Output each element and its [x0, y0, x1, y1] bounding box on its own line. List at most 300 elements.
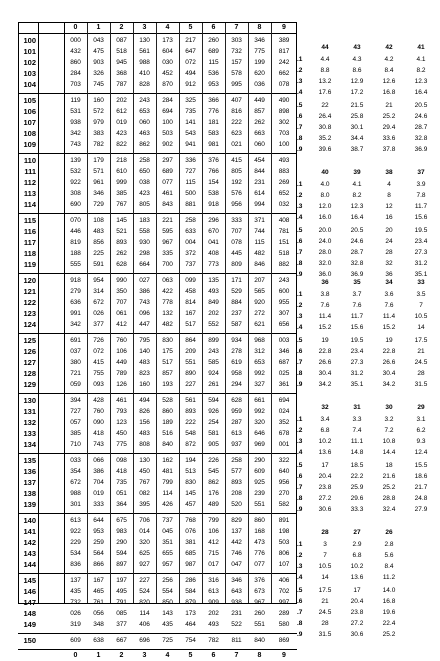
pp-value: 7.8 — [416, 192, 426, 199]
table-row — [18, 357, 297, 368]
pp-value: 12.6 — [382, 78, 396, 85]
mantissa-cell: 106 — [116, 348, 127, 355]
mantissa-cell: 846 — [254, 261, 265, 268]
mantissa-cell: 987 — [185, 561, 196, 568]
pp-tenth-index: .1 — [297, 181, 303, 188]
group-divider — [18, 513, 297, 514]
pp-value: 3.8 — [320, 291, 330, 298]
mantissa-cell: 432 — [70, 48, 81, 55]
row-number: 148 — [23, 609, 36, 618]
mantissa-cell: 483 — [93, 228, 104, 235]
mantissa-cell: 912 — [185, 81, 196, 88]
mantissa-cell: 737 — [185, 261, 196, 268]
mantissa-cell: 613 — [231, 430, 242, 437]
group-divider — [18, 273, 297, 274]
mantissa-cell: 689 — [162, 168, 173, 175]
mantissa-cell: 160 — [139, 381, 150, 388]
pp-value: 17.2 — [350, 89, 364, 96]
mantissa-cell: 791 — [116, 599, 127, 606]
group-divider — [18, 573, 297, 574]
mantissa-cell: 866 — [93, 561, 104, 568]
mantissa-cell: 308 — [70, 190, 81, 197]
mantissa-cell: 192 — [231, 179, 242, 186]
mantissa-cell: 386 — [139, 288, 150, 295]
mantissa-cell: 490 — [278, 97, 290, 104]
pp-value: 11.4 — [382, 313, 396, 320]
pp-value: 19.5 — [350, 337, 364, 344]
mantissa-cell: 729 — [93, 201, 104, 208]
row-number: 144 — [23, 560, 36, 569]
pp-row — [297, 379, 440, 390]
row-number: 104 — [23, 80, 36, 89]
pp-value: 18.6 — [414, 473, 428, 480]
mantissa-cell: 816 — [231, 108, 242, 115]
pp-tenth-index: .8 — [297, 260, 303, 267]
pp-value: 23.4 — [414, 238, 428, 245]
pp-tenth-index: .7 — [297, 609, 303, 616]
mantissa-cell: 799 — [162, 479, 173, 486]
mantissa-cell: 732 — [231, 48, 242, 55]
mantissa-cell: 004 — [185, 239, 196, 246]
table-row — [18, 286, 297, 297]
mantissa-cell: 258 — [231, 457, 242, 464]
mantissa-cell: 646 — [254, 430, 265, 437]
row-number: 141 — [23, 527, 36, 536]
mantissa-cell: 743 — [139, 299, 150, 306]
table-row — [18, 619, 297, 630]
mantissa-cell: 578 — [231, 70, 242, 77]
mantissa-cell: 856 — [93, 239, 104, 246]
mantissa-cell: 849 — [208, 299, 219, 306]
mantissa-cell: 689 — [208, 48, 219, 55]
table-row — [18, 515, 297, 526]
mantissa-cell: 237 — [231, 310, 242, 317]
pp-value: 3.9 — [416, 181, 426, 188]
row-number: 126 — [23, 347, 36, 356]
group-divider — [18, 453, 297, 454]
mantissa-cell: 461 — [162, 190, 173, 197]
mantissa-cell: 664 — [139, 261, 150, 268]
group-divider — [18, 33, 297, 34]
mantissa-cell: 822 — [116, 141, 127, 148]
mantissa-cell: 412 — [208, 539, 219, 546]
mantissa-cell: 014 — [139, 528, 150, 535]
table-row — [18, 526, 297, 537]
mantissa-cell: 551 — [254, 621, 265, 628]
mantissa-cell: 130 — [139, 457, 150, 464]
pp-value: 8.8 — [320, 67, 330, 74]
pp-value: 35.2 — [318, 135, 332, 142]
pp-value: 21.5 — [350, 102, 364, 109]
table-row — [18, 379, 297, 390]
mantissa-cell: 157 — [231, 59, 242, 66]
mantissa-cell: 782 — [93, 141, 104, 148]
pp-row — [297, 87, 440, 98]
pp-row — [297, 561, 440, 572]
mantissa-cell: 893 — [116, 239, 127, 246]
mantissa-cell: 320 — [139, 539, 150, 546]
row-number: 119 — [23, 260, 36, 269]
row-number: 146 — [23, 587, 36, 596]
column-divider — [179, 22, 180, 604]
mantissa-cell: 115 — [254, 239, 265, 246]
mantissa-cell: 145 — [116, 217, 127, 224]
mantissa-cell: 386 — [93, 468, 104, 475]
mantissa-cell: 517 — [162, 359, 173, 366]
mantissa-cell: 176 — [208, 490, 219, 497]
mantissa-cell: 381 — [185, 539, 196, 546]
mantissa-cell: 520 — [231, 501, 242, 508]
pp-header-cell: 44 — [321, 44, 329, 51]
pp-row — [297, 629, 440, 640]
mantissa-cell: 700 — [162, 261, 173, 268]
pp-value: 8.4 — [384, 563, 394, 570]
pp-value: 12.0 — [318, 203, 332, 210]
mantissa-cell: 704 — [93, 479, 104, 486]
mantissa-cell: 883 — [278, 168, 290, 175]
row-number: 102 — [23, 58, 36, 67]
column-divider — [156, 22, 157, 604]
row-number: 105 — [23, 96, 36, 105]
row-number: 117 — [23, 238, 36, 247]
mantissa-cell: 483 — [139, 430, 150, 437]
mantissa-cell: 920 — [254, 299, 265, 306]
mantissa-cell: 057 — [70, 419, 81, 426]
pp-value: 22.8 — [382, 348, 396, 355]
mantissa-cell: 423 — [139, 190, 150, 197]
mantissa-cell: 199 — [254, 59, 265, 66]
mantissa-cell: 799 — [208, 517, 219, 524]
mantissa-cell: 380 — [70, 359, 81, 366]
pp-value: 17 — [321, 462, 329, 469]
mantissa-cell: 019 — [116, 119, 127, 126]
row-number: 122 — [23, 298, 36, 307]
pp-value: 26.6 — [318, 359, 332, 366]
pp-row — [297, 212, 440, 223]
mantissa-cell: 458 — [185, 288, 196, 295]
mantissa-cell: 653 — [254, 359, 265, 366]
group-divider — [18, 153, 297, 154]
mantissa-cell: 364 — [116, 501, 127, 508]
mantissa-cell: 449 — [254, 97, 265, 104]
mantissa-cell: 767 — [116, 201, 127, 208]
mantissa-cell: 060 — [139, 119, 150, 126]
table-row — [18, 488, 297, 499]
mantissa-cell: 941 — [185, 141, 196, 148]
pp-value: 8.0 — [320, 192, 330, 199]
row-number: 143 — [23, 549, 36, 558]
mantissa-cell: 967 — [162, 239, 173, 246]
pp-value: 16 — [385, 214, 393, 221]
mantissa-cell: 891 — [278, 517, 290, 524]
row-number: 112 — [23, 178, 36, 187]
mantissa-cell: 316 — [208, 577, 219, 584]
mantissa-cell: 231 — [254, 179, 265, 186]
mantissa-cell: 884 — [231, 299, 242, 306]
mantissa-cell: 766 — [208, 168, 219, 175]
mantissa-cell: 702 — [278, 588, 290, 595]
pp-row — [297, 258, 440, 269]
mantissa-cell: 314 — [93, 288, 104, 295]
pp-value: 11.2 — [382, 574, 396, 581]
table-row — [18, 346, 297, 357]
table-row — [18, 106, 297, 117]
pp-header-cell: 29 — [417, 404, 425, 411]
mantissa-cell: 130 — [139, 37, 150, 44]
mantissa-cell: 938 — [231, 599, 242, 606]
pp-value: 12.3 — [414, 78, 428, 85]
pp-tenth-index: .9 — [297, 631, 303, 638]
pp-header-row — [297, 277, 440, 288]
pp-row — [297, 65, 440, 76]
mantissa-cell: 100 — [278, 141, 290, 148]
row-number: 127 — [23, 358, 36, 367]
mantissa-cell: 670 — [208, 228, 219, 235]
table-row — [18, 215, 297, 226]
pp-value: 12 — [385, 203, 393, 210]
pp-value: 14 — [417, 324, 425, 331]
mantissa-cell: 027 — [139, 277, 150, 284]
mantissa-cell: 577 — [231, 468, 242, 475]
mantissa-cell: 301 — [70, 501, 81, 508]
pp-tenth-index: .3 — [297, 78, 303, 85]
mantissa-cell: 376 — [254, 577, 265, 584]
mantissa-cell: 782 — [208, 637, 219, 644]
mantissa-cell: 775 — [116, 441, 127, 448]
pp-tenth-index: .7 — [297, 249, 303, 256]
pp-value: 3.4 — [320, 416, 330, 423]
pp-value: 19.6 — [382, 609, 396, 616]
mantissa-cell: 037 — [70, 348, 81, 355]
mantissa-cell: 435 — [70, 588, 81, 595]
mantissa-cell: 106 — [208, 528, 219, 535]
pp-tenth-index: .5 — [297, 587, 303, 594]
mantissa-cell: 226 — [208, 457, 219, 464]
pp-row — [297, 425, 440, 436]
mantissa-cell: 446 — [70, 228, 81, 235]
mantissa-cell: 793 — [116, 408, 127, 415]
mantissa-cell: 132 — [162, 310, 173, 317]
mantissa-cell: 869 — [278, 637, 290, 644]
mantissa-cell: 126 — [116, 381, 127, 388]
pp-header-cell: 40 — [321, 169, 329, 176]
mantissa-cell: 296 — [208, 217, 219, 224]
mantissa-cell: 555 — [70, 261, 81, 268]
mantissa-cell: 897 — [116, 561, 127, 568]
table-row — [18, 237, 297, 248]
mantissa-cell: 667 — [116, 637, 127, 644]
table-row — [18, 428, 297, 439]
mantissa-cell: 687 — [278, 359, 290, 366]
mantissa-cell: 051 — [116, 490, 127, 497]
header-digit: 1 — [96, 24, 101, 31]
mantissa-cell: 426 — [162, 501, 173, 508]
mantissa-cell: 115 — [185, 179, 196, 186]
mantissa-cell: 817 — [278, 48, 290, 55]
mantissa-cell: 354 — [70, 468, 81, 475]
mantissa-cell: 098 — [116, 457, 127, 464]
mantissa-cell: 959 — [231, 408, 242, 415]
column-divider — [110, 22, 111, 604]
mantissa-cell: 840 — [254, 637, 265, 644]
mantissa-cell: 513 — [185, 468, 196, 475]
mantissa-cell: 934 — [231, 337, 242, 344]
pp-value: 27.3 — [350, 359, 364, 366]
row-number: 101 — [23, 47, 36, 56]
row-number: 132 — [23, 418, 36, 427]
mantissa-cell: 175 — [162, 348, 173, 355]
pp-value: 15.6 — [350, 324, 364, 331]
mantissa-cell: 925 — [254, 479, 265, 486]
mantissa-cell: 060 — [254, 141, 265, 148]
mantissa-cell: 119 — [70, 97, 81, 104]
mantissa-cell: 518 — [278, 250, 290, 257]
mantissa-cell: 001 — [278, 441, 290, 448]
pp-value: 35.1 — [350, 381, 364, 388]
pp-header-row — [297, 42, 440, 53]
mantissa-cell: 727 — [185, 168, 196, 175]
row-number: 115 — [23, 216, 36, 225]
mantissa-cell: 715 — [208, 550, 219, 557]
mantissa-cell: 882 — [278, 261, 290, 268]
pp-value: 10.8 — [382, 438, 396, 445]
pp-value: 11.1 — [350, 438, 364, 445]
mantissa-cell: 703 — [278, 130, 290, 137]
pp-row — [297, 179, 440, 190]
mantissa-cell: 814 — [185, 299, 196, 306]
footer-digit: 0 — [73, 652, 78, 659]
mantissa-cell: 545 — [208, 468, 219, 475]
mantissa-cell: 621 — [254, 321, 265, 328]
column-divider — [248, 22, 249, 604]
pp-row — [297, 225, 440, 236]
mantissa-cell: 678 — [278, 430, 290, 437]
mantissa-cell: 652 — [278, 190, 290, 197]
pp-tenth-index: .7 — [297, 359, 303, 366]
pp-value: 13.6 — [318, 449, 332, 456]
mantissa-cell: 461 — [116, 397, 127, 404]
pp-tenth-index: .5 — [297, 102, 303, 109]
pp-value: 33.3 — [350, 506, 364, 513]
row-number: 142 — [23, 538, 36, 547]
mantissa-cell: 534 — [70, 550, 81, 557]
table-row — [18, 499, 297, 510]
mantissa-cell: 994 — [254, 201, 265, 208]
mantissa-cell: 661 — [254, 397, 265, 404]
mantissa-cell: 673 — [254, 588, 265, 595]
header-digit: 7 — [234, 24, 239, 31]
pp-value: 19 — [321, 337, 329, 344]
pp-value: 8.6 — [352, 67, 362, 74]
mantissa-cell: 242 — [278, 59, 290, 66]
mantissa-cell: 690 — [70, 201, 81, 208]
header-digit: 2 — [119, 24, 124, 31]
pp-value: 23.8 — [350, 609, 364, 616]
table-row — [18, 368, 297, 379]
row-number: 129 — [23, 380, 36, 389]
mantissa-cell: 093 — [93, 381, 104, 388]
mantissa-cell: 078 — [278, 81, 290, 88]
mantissa-cell: 903 — [93, 59, 104, 66]
table-row — [18, 406, 297, 417]
mantissa-cell: 582 — [278, 501, 290, 508]
pp-value: 3 — [323, 541, 327, 548]
mantissa-cell: 628 — [116, 261, 127, 268]
row-number: 139 — [23, 500, 36, 509]
column-divider — [225, 22, 226, 604]
pp-header-cell: 30 — [385, 404, 393, 411]
mantissa-cell: 326 — [93, 70, 104, 77]
mantissa-cell: 435 — [162, 621, 173, 628]
pp-value: 20.4 — [318, 473, 332, 480]
pp-tenth-index: .2 — [297, 302, 303, 309]
pp-value: 16.4 — [414, 89, 428, 96]
pp-value: 24.5 — [318, 609, 332, 616]
mantissa-cell: 350 — [116, 288, 127, 295]
table-row — [18, 537, 297, 548]
row-number: 106 — [23, 107, 36, 116]
mantissa-cell: 754 — [185, 637, 196, 644]
mantissa-cell: 554 — [162, 588, 173, 595]
mantissa-cell: 675 — [116, 517, 127, 524]
pp-value: 16.0 — [318, 214, 332, 221]
mantissa-cell: 625 — [139, 550, 150, 557]
pp-value: 7.6 — [352, 302, 362, 309]
mantissa-cell: 218 — [116, 157, 127, 164]
pp-value: 13.6 — [350, 574, 364, 581]
mantissa-cell: 694 — [162, 108, 173, 115]
mantissa-cell: 644 — [93, 517, 104, 524]
mantissa-cell: 584 — [185, 588, 196, 595]
mantissa-cell: 383 — [93, 130, 104, 137]
pp-row — [297, 54, 440, 65]
pp-value: 7.6 — [384, 302, 394, 309]
pp-row — [297, 596, 440, 607]
mantissa-cell: 893 — [231, 479, 242, 486]
mantissa-cell: 407 — [231, 97, 242, 104]
mantissa-cell: 181 — [208, 119, 219, 126]
mantissa-cell: 881 — [185, 201, 196, 208]
pp-row — [297, 460, 440, 471]
mantissa-cell: 795 — [139, 337, 150, 344]
pp-value: 32 — [385, 260, 393, 267]
mantissa-cell: 258 — [139, 157, 150, 164]
mantissa-cell: 047 — [231, 561, 242, 568]
mantissa-cell: 076 — [185, 528, 196, 535]
mantissa-cell: 494 — [139, 397, 150, 404]
table-row — [18, 559, 297, 570]
mantissa-cell: 580 — [278, 621, 290, 628]
row-number: 145 — [23, 576, 36, 585]
mantissa-cell: 991 — [70, 310, 81, 317]
mantissa-cell: 494 — [185, 70, 196, 77]
mantissa-cell: 307 — [278, 310, 290, 317]
mantissa-cell: 160 — [93, 97, 104, 104]
mantissa-cell: 482 — [254, 250, 265, 257]
mantissa-cell: 613 — [208, 588, 219, 595]
mantissa-cell: 483 — [139, 359, 150, 366]
footer-digit: 6 — [211, 652, 216, 659]
mantissa-cell: 415 — [231, 157, 242, 164]
pp-value: 14.8 — [350, 449, 364, 456]
mantissa-cell: 662 — [278, 70, 290, 77]
mantissa-cell: 072 — [93, 348, 104, 355]
mantissa-cell: 829 — [231, 517, 242, 524]
pp-value: 17.5 — [414, 337, 428, 344]
table-row — [18, 166, 297, 177]
pp-value: 31.2 — [414, 260, 428, 267]
mantissa-cell: 085 — [116, 610, 127, 617]
